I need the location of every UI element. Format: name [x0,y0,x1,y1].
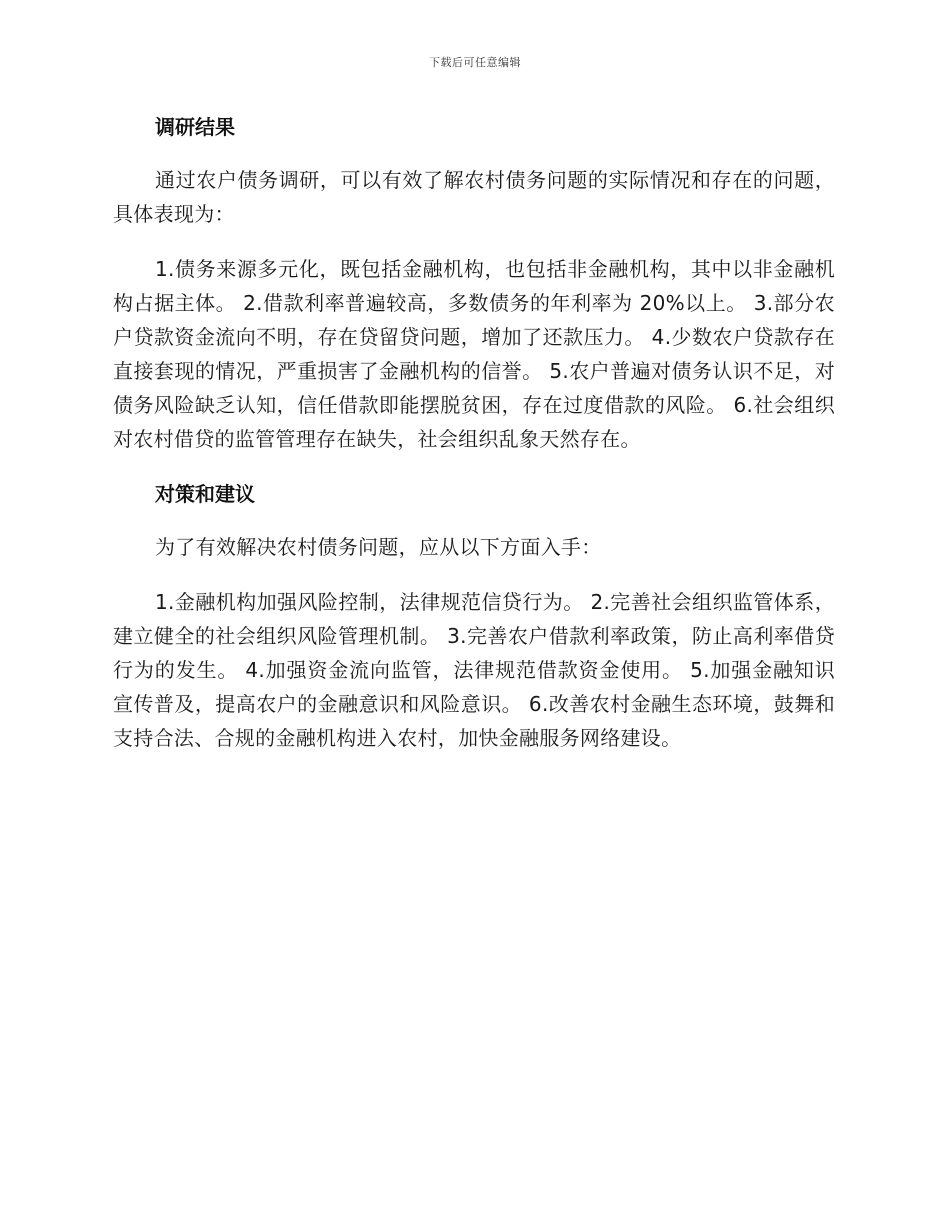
section-heading: 对策和建议 [155,482,255,506]
section-heading: 调研结果 [155,115,235,139]
header-note: 下载后可任意编辑 [429,56,521,69]
paragraph: 通过农户债务调研，可以有效了解农村债务问题的实际情况和存在的问题，具体表现为： [113,168,835,226]
document-body [113,110,835,776]
paragraph: 为了有效解决农村债务问题，应从以下方面入手： [155,535,602,559]
section-research-results [113,110,835,456]
section-countermeasures [113,477,835,755]
paragraph: 1.金融机构加强风险控制，法律规范信贷行为。 2.完善社会组织监管体系，建立健全的社会组织风险管理机制。 3.完善农户借款利率政策，防止高利率借贷行为的发生。 4.加强资金流向监管，法律规范借款资金使用。 5.加强金融知识宣传普及，提高农户的金融意识和风险意识。 6.改善农村金融生态环境，鼓舞和支持合法、合规的金融机构进入农村，加快金融服务网络建设。 [113,590,835,750]
paragraph: 1.债务来源多元化，既包括金融机构，也包括非金融机构，其中以非金融机构占据主体。 2.借款利率普遍较高，多数债务的年利率为 20%以上。 3.部分农户贷款资金流向不明，存在贷留贷问题，增加了还款压力。 4.少数农户贷款存在直接套现的情况，严重损害了金融机构的信誉。 5.农户普遍对债务认识不足，对债务风险缺乏认知，信任借款即能摆脱贫困，存在过度借款的风险。 6.社会组织对农村借贷的监管管理存在缺失，社会组织乱象天然存在。 [113,257,835,451]
